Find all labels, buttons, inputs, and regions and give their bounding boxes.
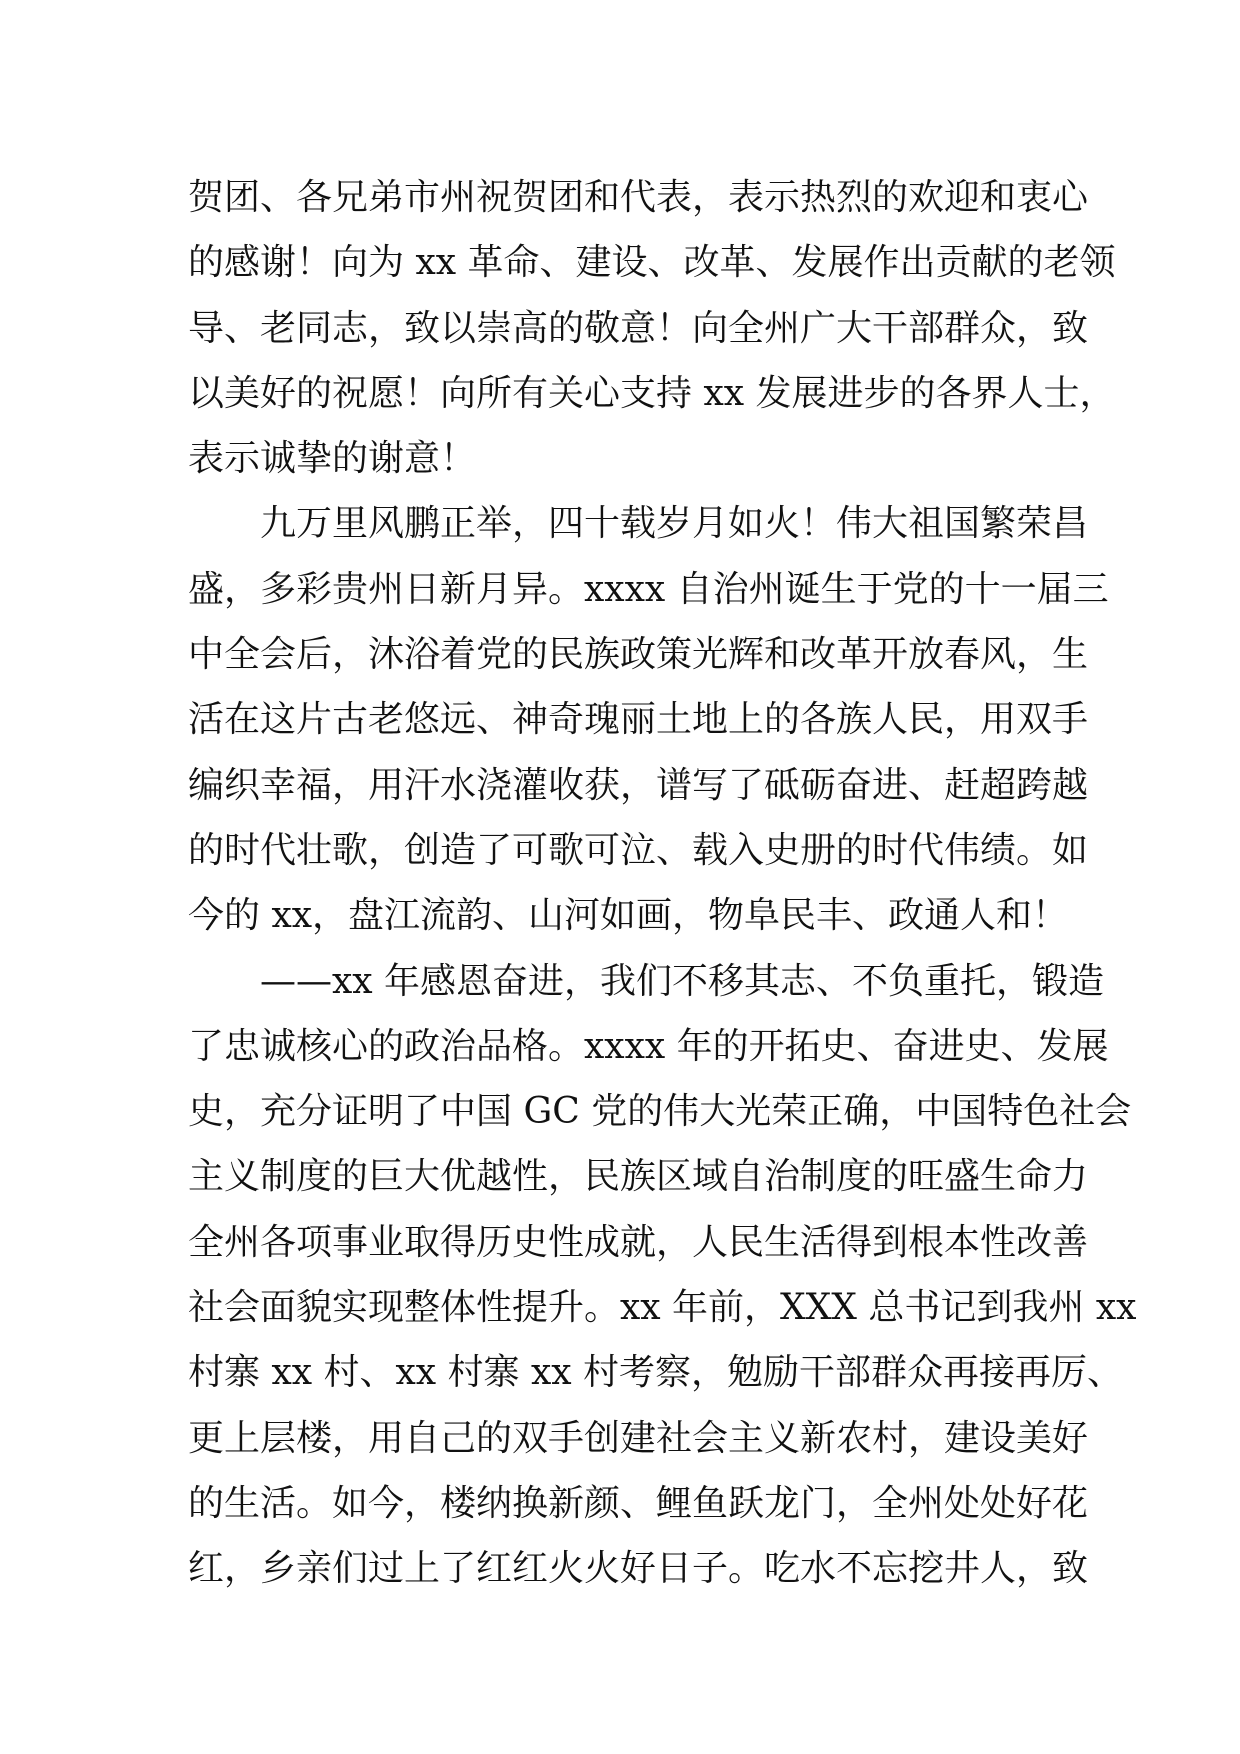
text-line: 主义制度的巨大优越性，民族区域自治制度的旺盛生命力 bbox=[188, 1156, 1089, 1198]
text-line: 活在这片古老悠远、神奇瑰丽土地上的各族人民，用双手 bbox=[188, 699, 1089, 741]
text-line: 中全会后，沐浴着党的民族政策光辉和改革开放春风，生 bbox=[188, 634, 1089, 676]
text-line: 的时代壮歌，创造了可歌可泣、载入史册的时代伟绩。如 bbox=[188, 829, 1089, 871]
text-line: 全州各项事业取得历史性成就，人民生活得到根本性改善 bbox=[188, 1221, 1089, 1263]
body-text bbox=[188, 165, 1137, 1602]
text-line: 编织幸福，用汗水浇灌收获，谱写了砥砺奋进、赶超跨越 bbox=[188, 764, 1089, 806]
text-line: 的生活。如今，楼纳换新颜、鲤鱼跃龙门，全州处处好花 bbox=[188, 1482, 1089, 1524]
text-line: 社会面貌实现整体性提升。xx 年前，XXX 总书记到我州 xx bbox=[188, 1287, 1137, 1329]
text-line: 了忠诚核心的政治品格。xxxx 年的开拓史、奋进史、发展 bbox=[188, 1025, 1109, 1067]
text-line: 表示诚挚的谢意！ bbox=[188, 438, 477, 480]
text-line: 九万里风鹏正举，四十载岁月如火！伟大祖国繁荣昌 bbox=[260, 503, 1089, 545]
text-line: 今的 xx，盘江流韵、山河如画，物阜民丰、政通人和！ bbox=[188, 895, 1069, 937]
text-line: 贺团、各兄弟市州祝贺团和代表，表示热烈的欢迎和衷心 bbox=[188, 177, 1089, 218]
text-line: 更上层楼，用自己的双手创建社会主义新农村，建设美好 bbox=[188, 1417, 1089, 1459]
text-line: 红，乡亲们过上了红红火火好日子。吃水不忘挖井人，致 bbox=[188, 1548, 1089, 1590]
text-line: 盛，多彩贵州日新月异。xxxx 自治州诞生于党的十一届三 bbox=[188, 568, 1109, 610]
text-line: 史，充分证明了中国 GC 党的伟大光荣正确，中国特色社会 bbox=[188, 1091, 1132, 1133]
text-line: ——xx 年感恩奋进，我们不移其志、不负重托，锻造 bbox=[260, 960, 1105, 1002]
text-line: 村寨 xx 村、xx 村寨 xx 村考察，勉励干部群众再接再厉、 bbox=[188, 1352, 1124, 1394]
text-line: 导、老同志，致以崇高的敬意！向全州广大干部群众，致 bbox=[188, 307, 1089, 349]
text-line: 以美好的祝愿！向所有关心支持 xx 发展进步的各界人士， bbox=[188, 372, 1116, 414]
text-line: 的感谢！向为 xx 革命、建设、改革、发展作出贡献的老领 bbox=[188, 242, 1116, 284]
